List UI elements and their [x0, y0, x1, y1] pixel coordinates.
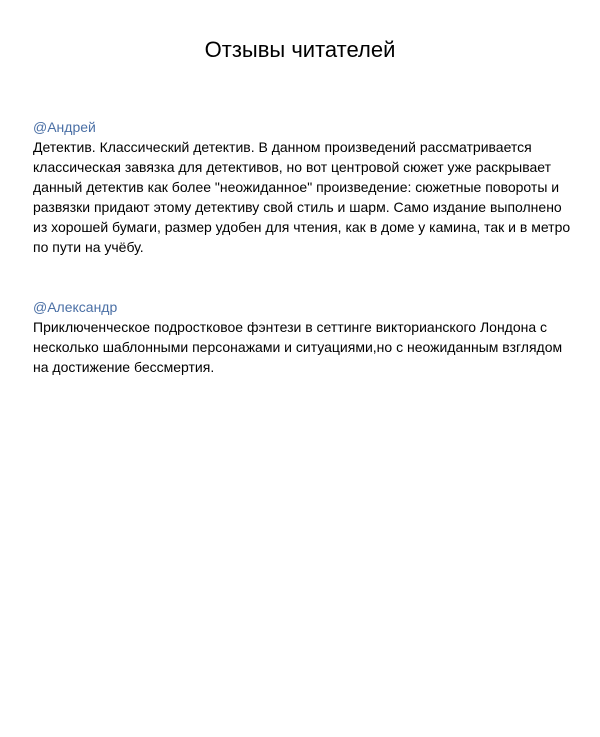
review-text: Детектив. Классический детектив. В данном произведений рассматривается классическая завязка для детективов, но вот центровой сюжет уже раскрывает данный детектив как более "неожиданное" произведение: сюжетные повороты и развязки придают этому детективу свой стиль и шарм. Само издание выполнено из хорошей бумаги, размер удобен для чтения, как в доме у камина, так и в метро по пути на учёбу.: [33, 139, 571, 255]
page-title: Отзывы читателей: [204, 37, 396, 62]
review-author-link[interactable]: @Александр: [33, 299, 118, 315]
review-item: [33, 297, 578, 377]
review-author-link[interactable]: @Андрей: [33, 119, 96, 135]
review-item: [33, 117, 578, 257]
review-text: Приключенческое подростковое фэнтези в сеттинге викторианского Лондона с несколько шаблонными персонажами и ситуациями,но с неожиданным взглядом на достижение бессмертия.: [33, 319, 563, 375]
reviews-list: [33, 117, 578, 417]
